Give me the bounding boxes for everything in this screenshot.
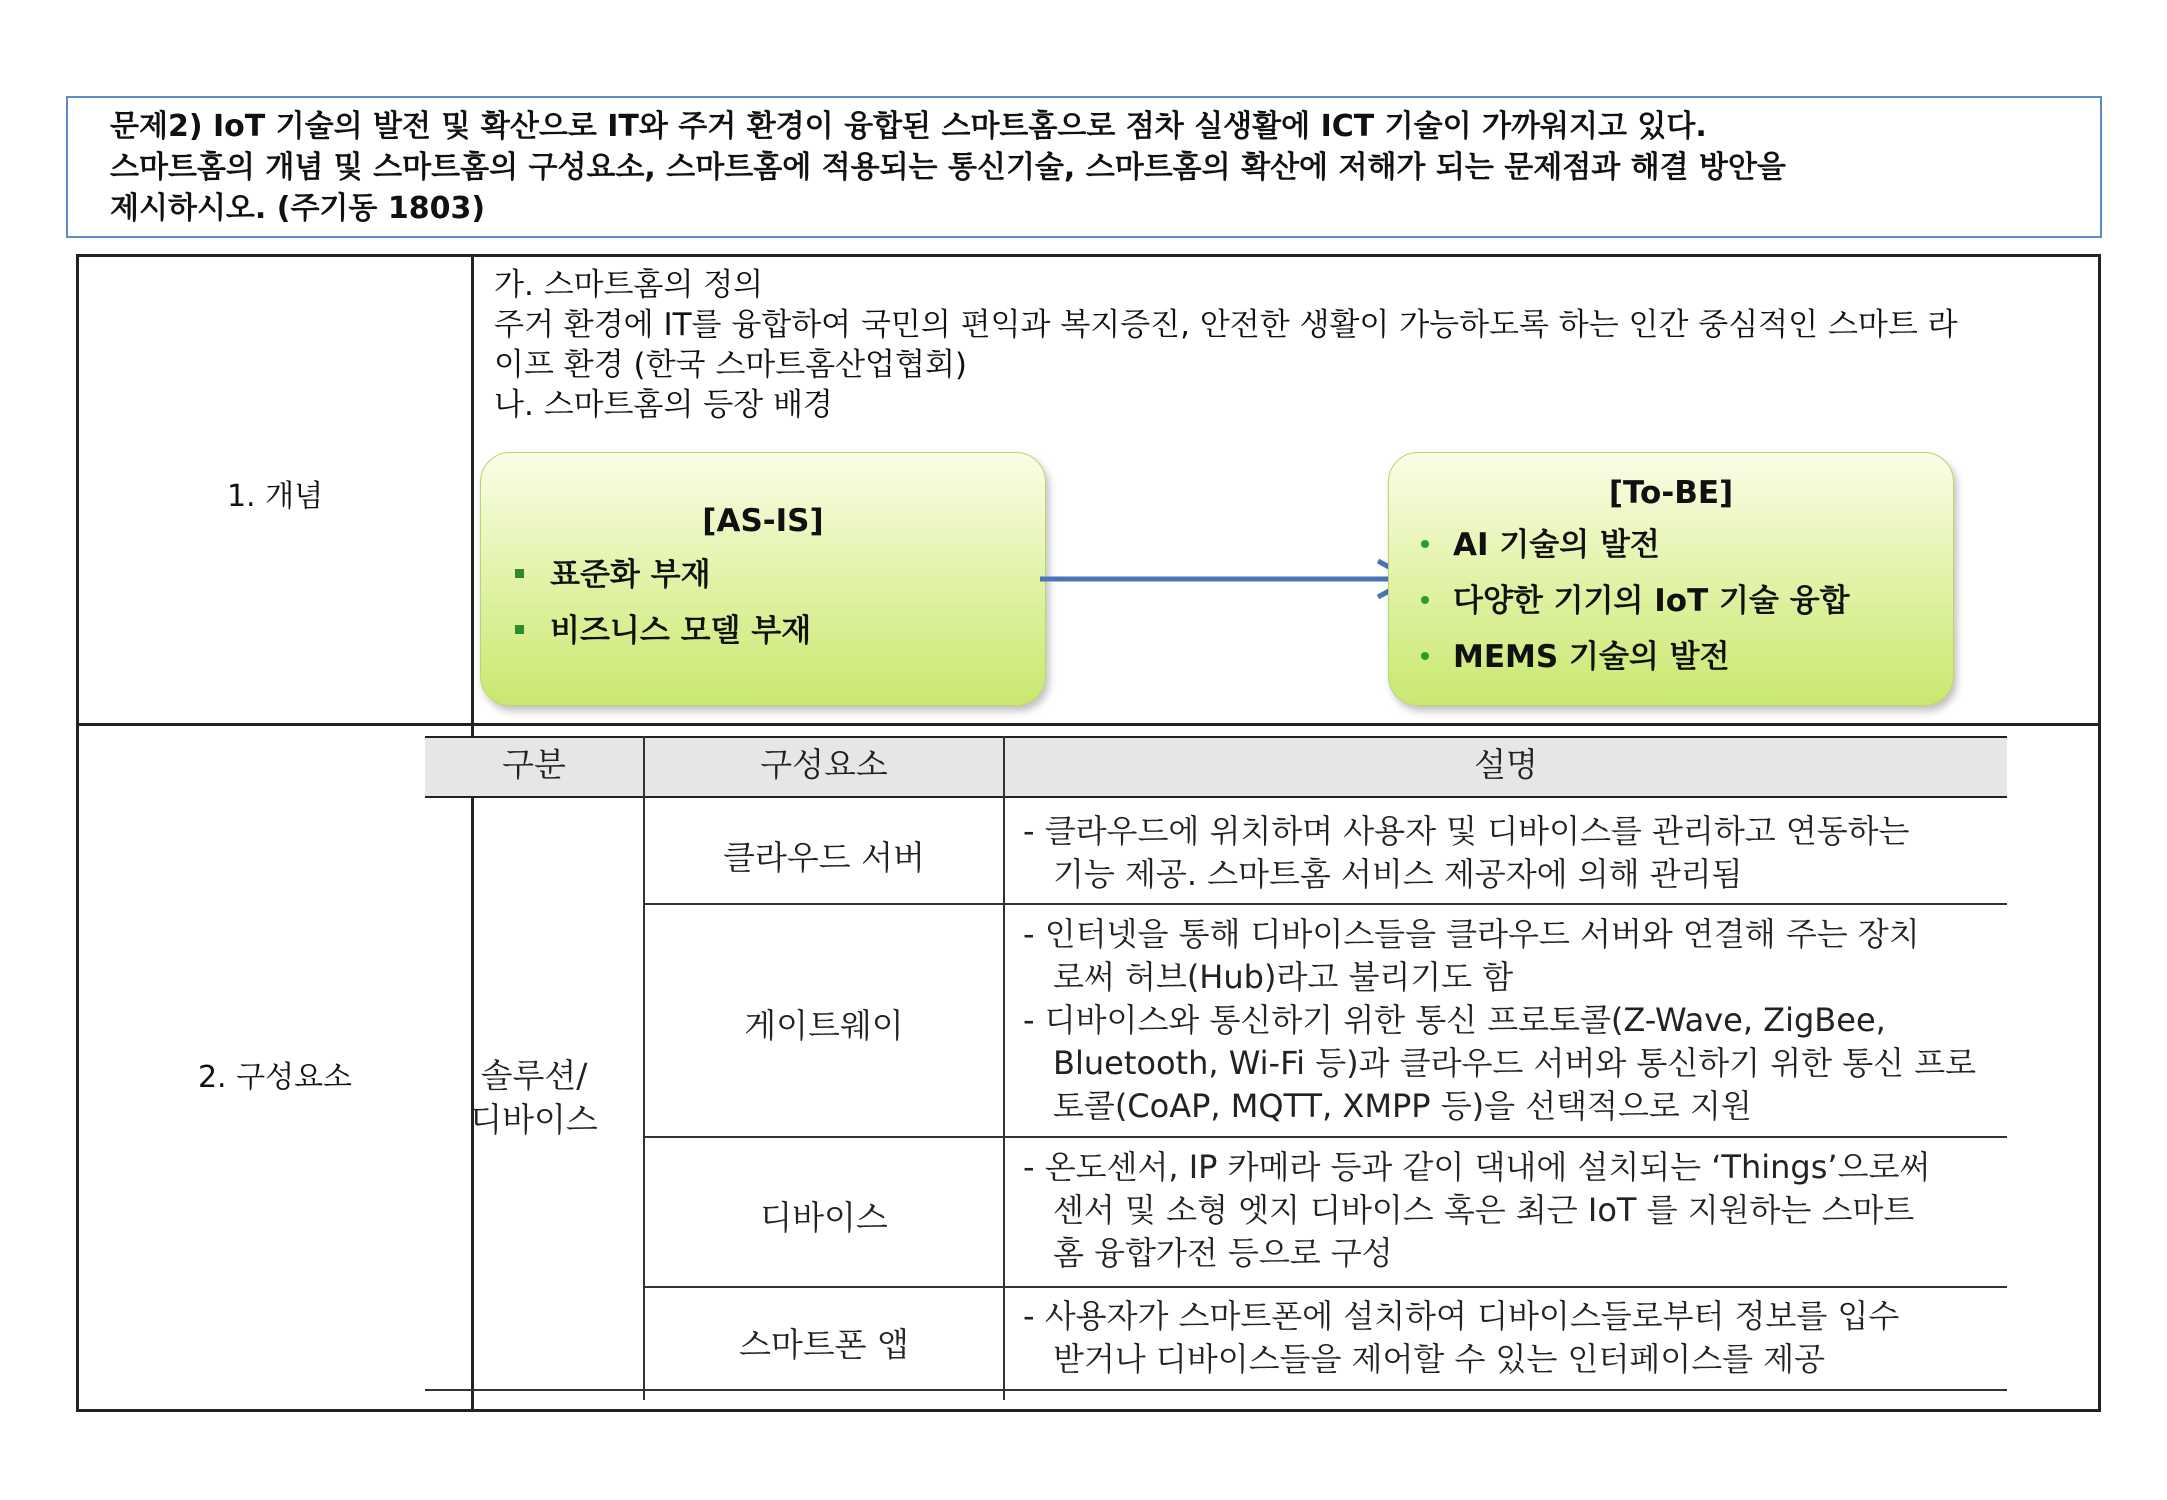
round-bullet-icon: [1421, 540, 1429, 548]
definition-line: 주거 환경에 IT를 융합하여 국민의 편익과 복지증진, 안전한 생활이 가능하도록 하는 인간 중심적인 스마트 라: [494, 307, 1958, 343]
description-cell: - 클라우드에 위치하며 사용자 및 디바이스를 관리하고 연동하는 기능 제공. 스마트홈 서비스 제공자에 의해 관리됨: [1023, 812, 1910, 893]
as-is-box: [480, 452, 1046, 706]
to-be-item: MEMS 기술의 발전: [1389, 635, 1953, 679]
to-be-item: 다양한 기기의 IoT 기술 융합: [1389, 579, 1953, 623]
components-table: [425, 736, 2007, 1400]
component-cell: 게이트웨이: [744, 1006, 904, 1045]
definition-line: 이프 환경 (한국 스마트홈산업협회): [494, 347, 967, 383]
concept-text: [494, 265, 1958, 425]
row-divider: [79, 723, 2098, 726]
description-cell: - 인터넷을 통해 디바이스들을 클라우드 서버와 연결해 주는 장치 로써 허브(Hub)라고 불리기도 함 - 디바이스와 통신하기 위한 통신 프로토콜(Z-Wave, ZigBee, Bluetooth, Wi-Fi 등)과 클라우드 서버와 통신하기 위한 통신 프로 토콜(CoAP, MQTT, XMPP 등)을 선택적으로 지원: [1023, 915, 1977, 1125]
header-component: 구성요소: [760, 745, 888, 784]
component-cell: 디바이스: [760, 1198, 888, 1237]
column-divider: [1003, 736, 1005, 1400]
as-is-title: [AS-IS]: [702, 503, 824, 539]
square-bullet-icon: [515, 625, 524, 634]
description-cell: - 사용자가 스마트폰에 설치하여 디바이스들로부터 정보를 입수 받거나 디바이스들을 제어할 수 있는 인터페이스를 제공: [1023, 1297, 1900, 1378]
square-bullet-icon: [515, 569, 524, 578]
round-bullet-icon: [1421, 652, 1429, 660]
background-heading: 나. 스마트홈의 등장 배경: [494, 387, 833, 423]
table-bottom-border: [425, 1389, 2007, 1391]
description-cell: - 온도센서, IP 카메라 등과 같이 댁내에 설치되는 ‘Things’으로써 센서 및 소형 엣지 디바이스 혹은 최근 IoT 를 지원하는 스마트 홈 융합가전 등으로 구성: [1023, 1148, 1931, 1272]
row-divider: [643, 903, 2007, 905]
header-category: 구분: [502, 745, 566, 784]
to-be-box: [1388, 452, 1954, 706]
row-label-concept: 1. 개념: [226, 479, 324, 514]
question-box: [66, 96, 2102, 238]
component-cell: 클라우드 서버: [723, 838, 925, 877]
question-line: 제시하시오. (주기동 1803): [110, 191, 486, 226]
right-arrow-icon: [1040, 556, 1420, 606]
as-is-item: 표준화 부재: [481, 553, 1045, 597]
row-divider: [643, 1286, 2007, 1288]
component-cell: 스마트폰 앱: [739, 1325, 909, 1364]
round-bullet-icon: [1421, 596, 1429, 604]
header-description: 설명: [1474, 745, 1538, 784]
as-is-item: 비즈니스 모델 부재: [481, 609, 1045, 653]
row-label-components: 2. 구성요소: [197, 1060, 353, 1095]
category-cell: 솔루션/ 디바이스: [470, 1056, 598, 1139]
question-line: 스마트홈의 개념 및 스마트홈의 구성요소, 스마트홈에 적용되는 통신기술, 스마트홈의 확산에 저해가 되는 문제점과 해결 방안을: [110, 150, 1786, 185]
row-divider: [643, 1136, 2007, 1138]
to-be-item: AI 기술의 발전: [1389, 523, 1953, 567]
to-be-title: [To-BE]: [1608, 475, 1734, 511]
definition-heading: 가. 스마트홈의 정의: [494, 267, 764, 303]
question-line: 문제2) IoT 기술의 발전 및 확산으로 IT와 주거 환경이 융합된 스마트홈으로 점차 실생활에 ICT 기술이 가까워지고 있다.: [110, 109, 1707, 144]
